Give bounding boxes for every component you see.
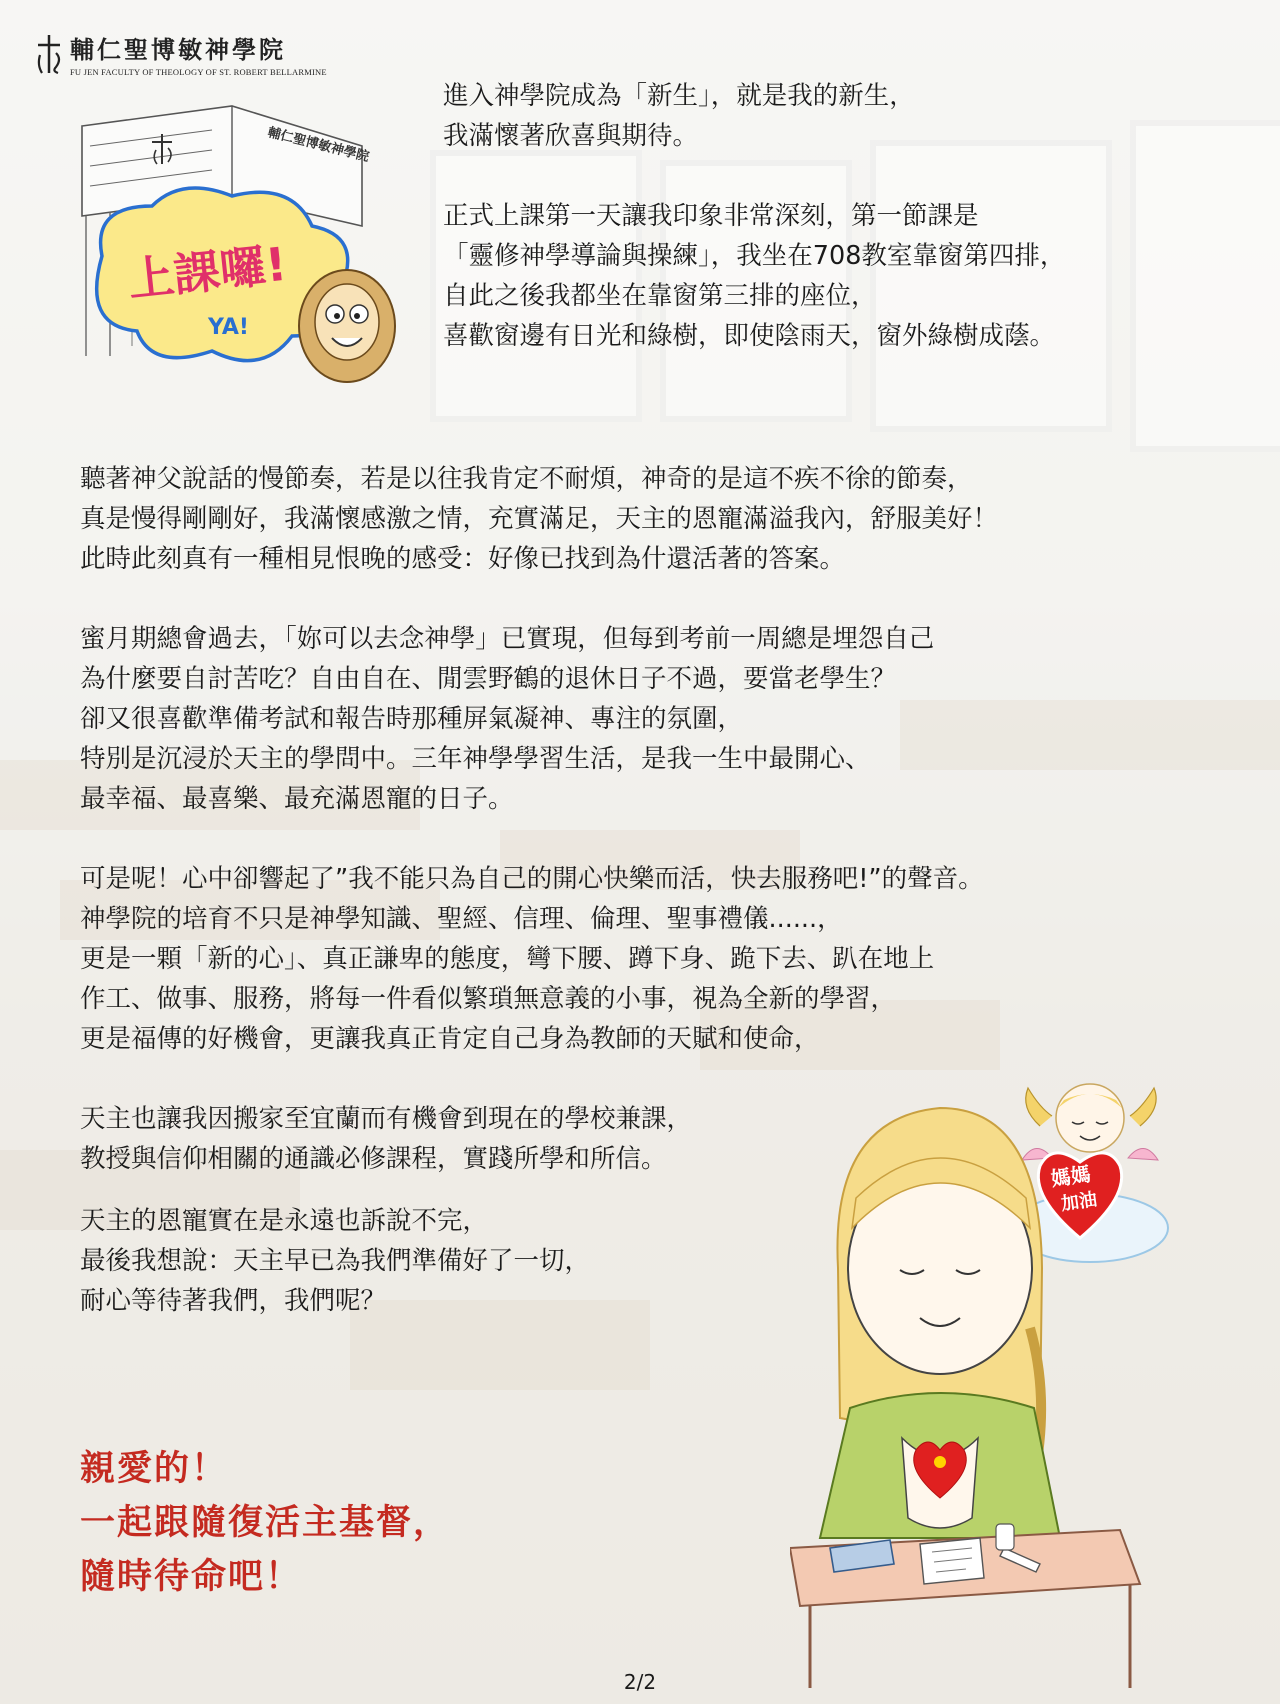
eraser-icon [996,1524,1014,1550]
paper-icon [920,1538,984,1584]
paragraph [80,859,998,1059]
intro-line: 我滿懷著欣喜與期待。 [443,121,699,151]
closing-message [80,1442,450,1604]
intro-line: 自此之後我都坐在靠窗第三排的座位， [443,281,877,311]
logo-name-en: FU JEN FACULTY OF THEOLOGY OF ST. ROBERT BELLARMINE [70,67,327,77]
paragraph-line: 此時此刻真有一種相見恨晚的感受：好像已找到為什還活著的答案。 [80,544,846,574]
bubble-sub-text: YA! [208,315,249,340]
paragraph-line: 教授與信仰相關的通識必修課程，實踐所學和所信。 [80,1144,667,1174]
paragraph [80,619,998,819]
paragraph-line: 真是慢得剛剛好，我滿懷感激之情，充實滿足，天主的恩寵滿溢我內，舒服美好！ [80,504,999,534]
page-number: 2/2 [623,1670,657,1694]
closing-line: 一起跟隨復活主基督， [80,1503,451,1543]
paragraph [80,459,998,579]
paragraph [80,1099,998,1179]
paragraph-line: 可是呢！心中卻響起了”我不能只為自己的開心快樂而活，快去服務吧!”的聲音。 [80,864,984,894]
paragraph-line: 耐心等待著我們，我們呢？ [80,1286,387,1316]
paragraph-line: 最後我想說：天主早已為我們準備好了一切， [80,1246,591,1276]
intro-line: 「靈修神學導論與操練」，我坐在708教室靠窗第四排， [443,241,1066,271]
paragraph-line: 天主的恩寵實在是永遠也訴說不完， [80,1206,489,1236]
paragraph-line: 天主也讓我因搬家至宜蘭而有機會到現在的學校兼課， [80,1104,693,1134]
smiling-face-icon [299,270,395,382]
classroom-cartoon-illustration [62,86,422,386]
paragraph-line: 卻又很喜歡準備考試和報告時那種屏氣凝神、專注的氛圍， [80,704,744,734]
intro-line: 正式上課第一天讓我印象非常深刻，第一節課是 [443,201,979,231]
intro-line: 喜歡窗邊有日光和綠樹，即使陰雨天，窗外綠樹成蔭。 [443,321,1056,351]
paragraph-line: 聽著神父說話的慢節奏，若是以往我肯定不耐煩，神奇的是這不疾不徐的節奏， [80,464,973,494]
heart-text-1: 媽媽 [1049,1161,1093,1191]
body-text [80,459,998,1361]
closing-line: 親愛的！ [80,1449,229,1489]
intro-line: 進入神學院成為「新生」，就是我的新生， [443,81,915,111]
paragraph-line: 最幸福、最喜樂、最充滿恩寵的日子。 [80,784,514,814]
paragraph-line: 更是一顆「新的心」、真正謙卑的態度，彎下腰、蹲下身、跪下去、趴在地上 [80,944,935,974]
paragraph-line: 神學院的培育不只是神學知識、聖經、信理、倫理、聖事禮儀......， [80,904,843,934]
paragraph-line: 更是福傳的好機會，更讓我真正肯定自己身為教師的天賦和使命， [80,1024,820,1054]
intro-text [443,76,1065,356]
closing-line: 隨時待命吧！ [80,1557,303,1597]
bubble-text: 上課囉! [125,236,290,307]
logo-name-zh: 輔仁聖博敏神學院 [70,35,286,64]
heart-text-2: 加油 [1059,1189,1099,1215]
desk [790,1524,1140,1688]
school-logo [34,30,327,77]
paragraph-line: 作工、做事、服務，將每一件看似繁瑣無意義的小事，視為全新的學習， [80,984,897,1014]
paragraph [80,1201,998,1321]
paragraph-line: 為什麼要自討苦吃？自由自在、閒雲野鶴的退休日子不過，要當老學生？ [80,664,897,694]
cross-logo-icon [34,33,64,75]
paragraph-line: 蜜月期總會過去，「妳可以去念神學」已實現，但每到考前一周總是埋怨自己 [80,624,935,654]
paragraph-line: 特別是沉浸於天主的學問中。三年神學學習生活，是我一生中最開心、 [80,744,871,774]
building-sign-text: 輔仁聖博敏神學院 [266,125,371,166]
